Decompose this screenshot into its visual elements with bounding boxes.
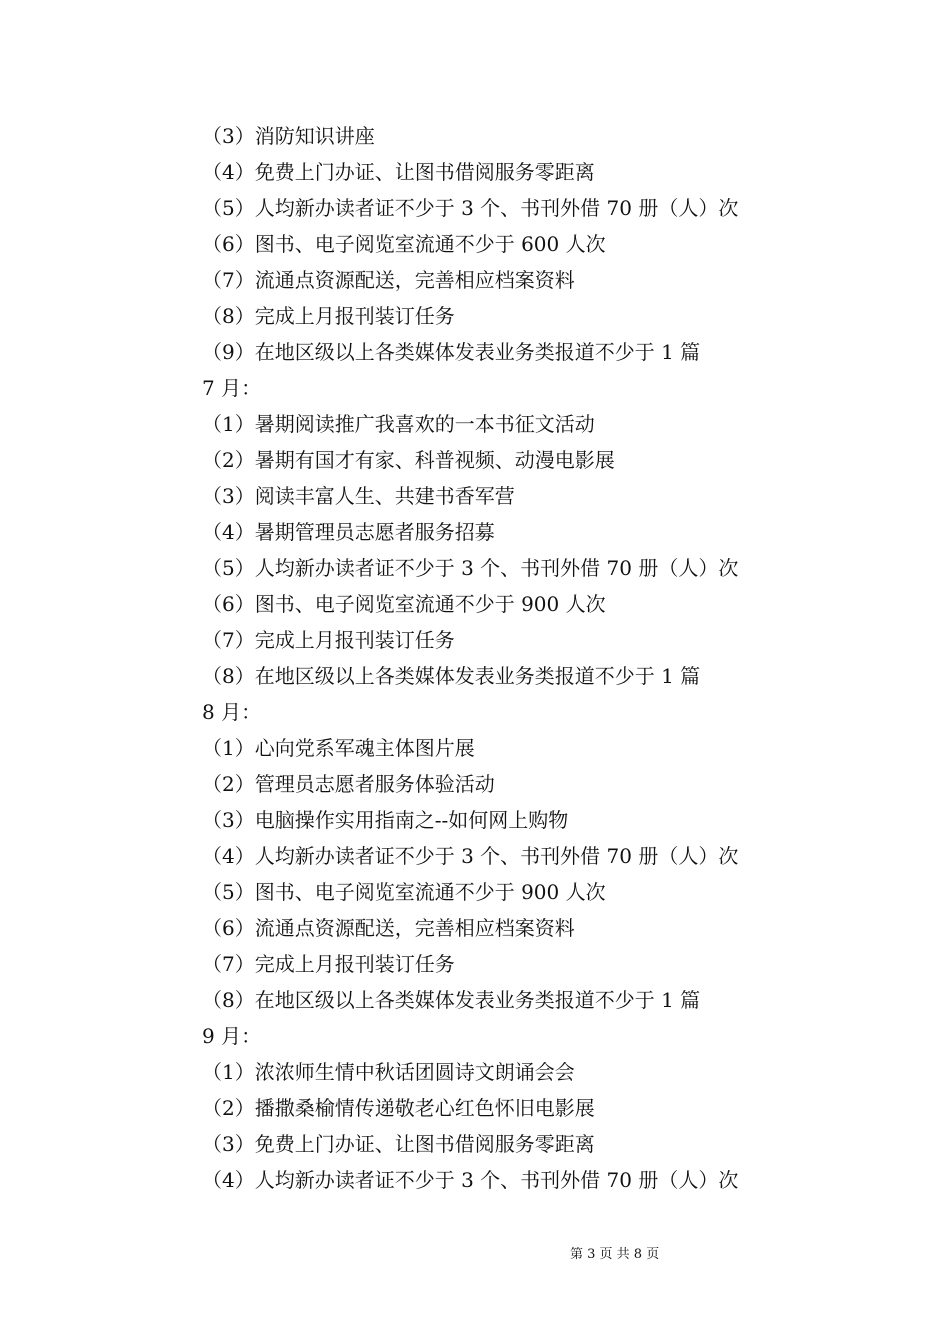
list-item: （6）图书、电子阅览室流通不少于 600 人次 <box>202 232 606 256</box>
month-heading: 8 月： <box>202 700 262 724</box>
list-item: （8）在地区级以上各类媒体发表业务类报道不少于 1 篇 <box>202 988 701 1012</box>
list-item: （8）在地区级以上各类媒体发表业务类报道不少于 1 篇 <box>202 664 701 688</box>
list-item: （1）心向党系军魂主体图片展 <box>202 736 475 760</box>
list-item: （6）流通点资源配送，完善相应档案资料 <box>202 916 575 940</box>
list-item: （5）图书、电子阅览室流通不少于 900 人次 <box>202 880 606 904</box>
list-item: （3）消防知识讲座 <box>202 124 375 148</box>
list-item: （4）免费上门办证、让图书借阅服务零距离 <box>202 160 595 184</box>
list-item: （9）在地区级以上各类媒体发表业务类报道不少于 1 篇 <box>202 340 701 364</box>
list-item: （7）完成上月报刊装订任务 <box>202 628 455 652</box>
document-body <box>202 118 882 1198</box>
list-item: （2）暑期有国才有家、科普视频、动漫电影展 <box>202 448 615 472</box>
list-item: （3）免费上门办证、让图书借阅服务零距离 <box>202 1132 595 1156</box>
list-item: （2）管理员志愿者服务体验活动 <box>202 772 495 796</box>
list-item: （5）人均新办读者证不少于 3 个、书刊外借 70 册（人）次 <box>202 196 739 220</box>
list-item: （3）阅读丰富人生、共建书香军营 <box>202 484 515 508</box>
list-item: （8）完成上月报刊装订任务 <box>202 304 455 328</box>
list-item: （7）流通点资源配送，完善相应档案资料 <box>202 268 575 292</box>
list-item: （3）电脑操作实用指南之--如何网上购物 <box>202 808 569 832</box>
list-item: （7）完成上月报刊装订任务 <box>202 952 455 976</box>
page-footer: 第 3 页 共 8 页 <box>570 1247 660 1262</box>
list-item: （5）人均新办读者证不少于 3 个、书刊外借 70 册（人）次 <box>202 556 739 580</box>
month-heading: 7 月： <box>202 376 262 400</box>
list-item: （1）暑期阅读推广我喜欢的一本书征文活动 <box>202 412 595 436</box>
month-heading: 9 月： <box>202 1024 262 1048</box>
list-item: （4）暑期管理员志愿者服务招募 <box>202 520 495 544</box>
list-item: （1）浓浓师生情中秋话团圆诗文朗诵会会 <box>202 1060 575 1084</box>
list-item: （4）人均新办读者证不少于 3 个、书刊外借 70 册（人）次 <box>202 844 739 868</box>
list-item: （4）人均新办读者证不少于 3 个、书刊外借 70 册（人）次 <box>202 1168 739 1192</box>
list-item: （6）图书、电子阅览室流通不少于 900 人次 <box>202 592 606 616</box>
list-item: （2）播撒桑榆情传递敬老心红色怀旧电影展 <box>202 1096 595 1120</box>
